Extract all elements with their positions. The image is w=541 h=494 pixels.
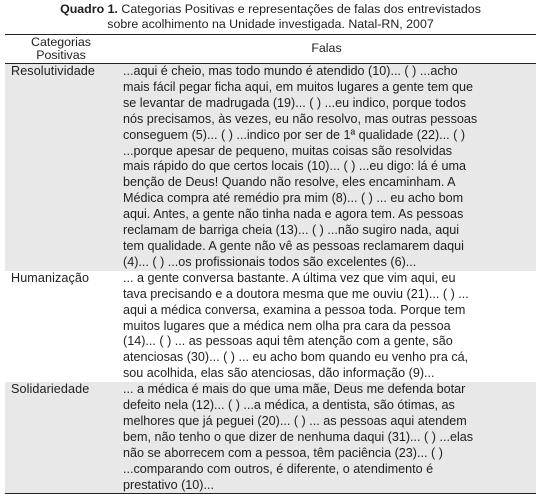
fala-line: Médica compra até remédio pra mim (8)... ( ) ... eu acho bom xyxy=(123,191,464,206)
category-solidariedade: Solidariedade xyxy=(5,382,117,494)
fala-line: mais fácil pegar ficha aqui, em muitos lugares a gente tem que xyxy=(123,79,474,94)
fala-line: prestativo (10)... xyxy=(123,477,214,492)
fala-line: ...comparando com outros, é diferente, o atendimento é xyxy=(123,461,434,476)
header-row xyxy=(5,35,536,64)
fala-line: ... a gente conversa bastante. A última vez que vim aqui, eu xyxy=(123,270,456,285)
category-resolutividade: Resolutividade xyxy=(5,64,117,271)
fala-line: bem, não tenho o que dizer de nenhuma daqui (31)... ( ) ...elas xyxy=(123,429,474,444)
header-categorias xyxy=(5,35,117,64)
falas-solidariedade xyxy=(117,382,536,494)
header-category-line-2: Positivas xyxy=(36,47,86,62)
fala-line: nós precisamos, às vezes, eu não resolvo, mas outras pessoas xyxy=(123,111,478,126)
fala-line: não se aborrecem com a pessoa, têm paciência (23)... ( ) xyxy=(123,445,443,460)
fala-line: se levantar de madrugada (19)... ( ) ...eu indico, porque todos xyxy=(123,95,467,110)
fala-line: aqui a médica conversa, examina a pessoa toda. Porque tem xyxy=(123,302,466,317)
fala-line: benção de Deus! Quando não resolve, eles encaminham. A xyxy=(123,175,456,190)
falas-humanizacao xyxy=(117,271,536,382)
falas-resolutividade xyxy=(117,64,536,271)
fala-line: muitos lugares que a médica nem olha pra cara da pessoa xyxy=(123,318,451,333)
fala-line: ...porque apesar de pequeno, muitas coisas são resolvidas xyxy=(123,143,453,158)
table-row xyxy=(5,271,536,382)
caption-title-part-1: Categorias Positivas e representações de falas dos entrevistados xyxy=(117,2,481,16)
caption-line-2: sobre acolhimento na Unidade investigada. Natal-RN, 2007 xyxy=(107,17,434,31)
fala-line: ... a médica é mais do que uma mãe, Deus me defenda botar xyxy=(123,382,466,397)
fala-line: mais rápido do que certos locais (10)... ( ) ...eu digo: lá é uma xyxy=(123,159,466,174)
caption-label: Quadro 1. xyxy=(60,2,118,16)
fala-line: (14)... ( ) ... as pessoas aqui têm atenção com a gente, são xyxy=(123,334,453,349)
fala-line: tava precisando e a doutora mesma que me ouviu (21)... ( ) ... xyxy=(123,286,469,301)
header-category-line-1: Categorias xyxy=(31,35,91,49)
header-falas: Falas xyxy=(117,35,536,64)
fala-line: sou acolhida, elas são atenciosas, dão informação (9)... xyxy=(123,366,435,381)
table-caption xyxy=(0,0,541,34)
fala-line: tem qualidade. A gente não vê as pessoas reclamarem daqui xyxy=(123,238,464,253)
fala-line: defeito nela (12)... ( ) ...a médica, a dentista, são ótimas, as xyxy=(123,398,455,413)
quadro-table xyxy=(5,34,536,494)
fala-line: melhores que já peguei (20)... ( ) ... as pessoas aqui atendem xyxy=(123,413,467,428)
category-humanizacao: Humanização xyxy=(11,270,90,285)
table-row xyxy=(5,64,536,271)
fala-line: atenciosas (30)... ( ) ... eu acho bom quando eu venho pra cá, xyxy=(123,350,469,365)
fala-line: aqui. Antes, a gente não tinha nada e agora tem. As pessoas xyxy=(123,207,464,222)
fala-line: conseguem (5)... ( ) ...indico por ser de 1ª qualidade (22)... ( ) xyxy=(123,127,466,142)
caption-line-1 xyxy=(0,2,541,17)
fala-line: (4)... ( ) ...os profissionais todos são excelentes (6)... xyxy=(123,254,417,269)
fala-line: ...aqui é cheio, mas todo mundo é atendido (10)... ( ) ...acho xyxy=(123,64,458,78)
table-row xyxy=(5,382,536,494)
fala-line: reclamam de barriga cheia (13)... ( ) ...não sugiro nada, aqui xyxy=(123,223,460,238)
